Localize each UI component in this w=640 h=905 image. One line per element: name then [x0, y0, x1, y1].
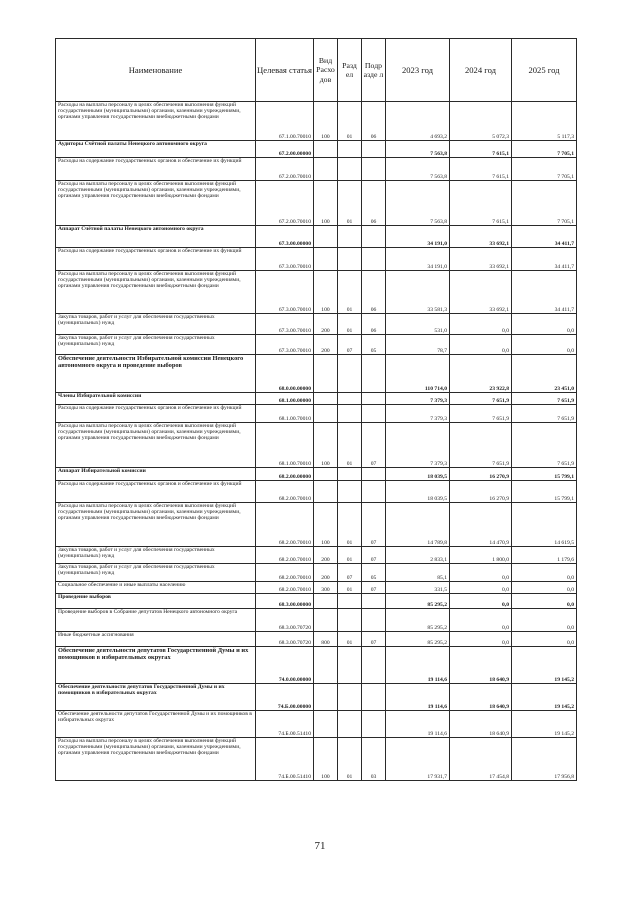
row-target-cell: 68.1.00.70010	[256, 423, 314, 468]
row-subsection-cell	[362, 248, 386, 271]
row-value-2024: 33 692,1	[450, 248, 512, 271]
row-value-2023: 33 581,3	[386, 271, 450, 314]
row-expense-type-cell: 200	[314, 547, 338, 564]
row-section-cell: 01	[338, 423, 362, 468]
row-value-2024: 17 454,8	[450, 738, 512, 781]
row-target-cell: 68.3.00.70720	[256, 632, 314, 647]
row-target-cell: 67.2.00.00000	[256, 141, 314, 158]
row-value-2025: 0,0	[512, 632, 577, 647]
row-value-2025: 34 411,7	[512, 226, 577, 248]
row-section-cell	[338, 609, 362, 632]
row-section-cell: 01	[338, 582, 362, 594]
table-body	[56, 102, 577, 781]
row-subsection-cell: 05	[362, 564, 386, 582]
row-name-cell: Обеспечение деятельности Избирательной комиссии Ненецкого автономного округа и проведение выборов	[56, 355, 256, 393]
row-value-2024: 7 651,9	[450, 405, 512, 423]
row-value-2024: 7 615,1	[450, 158, 512, 181]
row-name-cell: Аппарат Счётной палаты Ненецкого автономного округа	[56, 226, 256, 248]
row-subsection-cell: 06	[362, 102, 386, 141]
row-value-2023: 17 931,7	[386, 738, 450, 781]
table-row	[56, 711, 577, 738]
header-name: Наименование	[56, 39, 256, 102]
row-value-2023: 78,7	[386, 335, 450, 355]
row-value-2025: 7 651,9	[512, 405, 577, 423]
row-value-2023: 19 114,6	[386, 711, 450, 738]
row-value-2024: 7 651,9	[450, 393, 512, 405]
table-row	[56, 609, 577, 632]
row-value-2025: 0,0	[512, 594, 577, 609]
row-section-cell: 01	[338, 314, 362, 335]
row-value-2023: 2 833,1	[386, 547, 450, 564]
table-row	[56, 547, 577, 564]
row-name-cell: Обеспечение деятельности депутатов Государственной Думы и их помощников в избирательных округах	[56, 647, 256, 684]
row-target-cell: 67.3.00.70010	[256, 248, 314, 271]
row-value-2024: 0,0	[450, 582, 512, 594]
row-value-2025: 23 451,0	[512, 355, 577, 393]
row-section-cell	[338, 711, 362, 738]
row-subsection-cell	[362, 393, 386, 405]
row-value-2025: 7 651,9	[512, 423, 577, 468]
row-section-cell	[338, 684, 362, 711]
row-value-2023: 7 379,3	[386, 405, 450, 423]
table-row	[56, 158, 577, 181]
row-subsection-cell: 06	[362, 181, 386, 226]
table-row	[56, 503, 577, 547]
row-value-2025: 5 117,3	[512, 102, 577, 141]
row-subsection-cell	[362, 481, 386, 503]
row-target-cell: 68.0.00.00000	[256, 355, 314, 393]
row-name-cell: Расходы на выплаты персоналу в целях обеспечения выполнения функций государственными (муниципальными) органами, казенными учреждениями, органами управления государственными внебюджетными фондами	[56, 271, 256, 314]
row-target-cell: 67.3.00.70010	[256, 314, 314, 335]
row-value-2024: 7 651,9	[450, 423, 512, 468]
row-section-cell	[338, 141, 362, 158]
row-value-2023: 19 114,6	[386, 647, 450, 684]
row-value-2024: 0,0	[450, 335, 512, 355]
row-expense-type-cell: 100	[314, 181, 338, 226]
row-target-cell: 74.Б.00.51410	[256, 738, 314, 781]
row-name-cell: Обеспечение деятельности депутатов Государственной Думы и их помощников в избирательных округах	[56, 711, 256, 738]
row-subsection-cell: 03	[362, 738, 386, 781]
row-value-2023: 34 191,0	[386, 248, 450, 271]
row-target-cell: 68.1.00.00000	[256, 393, 314, 405]
table-row	[56, 468, 577, 481]
row-name-cell: Проведение выборов	[56, 594, 256, 609]
row-expense-type-cell: 300	[314, 582, 338, 594]
table-row	[56, 684, 577, 711]
row-subsection-cell: 07	[362, 582, 386, 594]
row-expense-type-cell: 200	[314, 335, 338, 355]
row-name-cell: Расходы на выплаты персоналу в целях обеспечения выполнения функций государственными (муниципальными) органами, казенными учреждениями, органами управления государственными внебюджетными фондами	[56, 503, 256, 547]
row-value-2024: 14 470,9	[450, 503, 512, 547]
row-section-cell: 01	[338, 503, 362, 547]
row-section-cell: 01	[338, 271, 362, 314]
row-subsection-cell	[362, 405, 386, 423]
row-name-cell: Закупка товаров, работ и услуг для обеспечения государственных (муниципальных) нужд	[56, 564, 256, 582]
row-expense-type-cell	[314, 684, 338, 711]
row-subsection-cell: 06	[362, 314, 386, 335]
header-subsection: Подр азде л	[362, 39, 386, 102]
row-expense-type-cell: 800	[314, 632, 338, 647]
row-value-2025: 0,0	[512, 582, 577, 594]
header-year-2025: 2025 год	[512, 39, 577, 102]
row-value-2025: 0,0	[512, 314, 577, 335]
row-subsection-cell	[362, 355, 386, 393]
row-target-cell: 67.2.00.70010	[256, 158, 314, 181]
row-value-2025: 19 145,2	[512, 684, 577, 711]
row-value-2023: 531,0	[386, 314, 450, 335]
row-name-cell: Расходы на содержание государственных органов и обеспечение их функций	[56, 481, 256, 503]
row-value-2025: 7 705,1	[512, 181, 577, 226]
row-expense-type-cell	[314, 647, 338, 684]
row-value-2023: 18 039,5	[386, 468, 450, 481]
row-value-2024: 23 922,8	[450, 355, 512, 393]
row-target-cell: 68.1.00.70010	[256, 405, 314, 423]
table-row	[56, 181, 577, 226]
row-value-2023: 7 379,3	[386, 393, 450, 405]
row-section-cell: 07	[338, 564, 362, 582]
row-name-cell: Расходы на выплаты персоналу в целях обеспечения выполнения функций государственными (муниципальными) органами, казенными учреждениями, органами управления государственными внебюджетными фондами	[56, 102, 256, 141]
row-section-cell	[338, 647, 362, 684]
row-section-cell: 01	[338, 632, 362, 647]
row-value-2025: 1 179,6	[512, 547, 577, 564]
row-name-cell: Расходы на содержание государственных органов и обеспечение их функций	[56, 405, 256, 423]
row-expense-type-cell	[314, 355, 338, 393]
row-expense-type-cell: 100	[314, 503, 338, 547]
row-target-cell: 67.3.00.70010	[256, 335, 314, 355]
row-name-cell: Социальное обеспечение и иные выплаты населению	[56, 582, 256, 594]
table-header-row	[56, 39, 577, 102]
table-row	[56, 226, 577, 248]
row-subsection-cell: 07	[362, 503, 386, 547]
table-row	[56, 355, 577, 393]
page-number: 71	[314, 840, 326, 852]
header-target-article: Целевая статья	[256, 39, 314, 102]
row-section-cell	[338, 481, 362, 503]
row-target-cell: 68.2.00.70010	[256, 564, 314, 582]
table-row	[56, 738, 577, 781]
row-value-2024: 7 615,1	[450, 181, 512, 226]
row-target-cell: 68.3.00.00000	[256, 594, 314, 609]
row-subsection-cell: 07	[362, 423, 386, 468]
row-section-cell	[338, 158, 362, 181]
row-value-2023: 331,5	[386, 582, 450, 594]
row-section-cell	[338, 405, 362, 423]
row-value-2023: 7 563,8	[386, 181, 450, 226]
row-value-2025: 15 799,1	[512, 481, 577, 503]
row-expense-type-cell: 100	[314, 271, 338, 314]
table-row	[56, 564, 577, 582]
row-expense-type-cell	[314, 609, 338, 632]
row-value-2025: 0,0	[512, 609, 577, 632]
row-target-cell: 67.2.00.70010	[256, 181, 314, 226]
row-target-cell: 68.2.00.70010	[256, 547, 314, 564]
row-value-2023: 4 693,2	[386, 102, 450, 141]
row-expense-type-cell	[314, 468, 338, 481]
row-value-2023: 7 379,3	[386, 423, 450, 468]
row-section-cell: 07	[338, 335, 362, 355]
row-target-cell: 68.2.00.00000	[256, 468, 314, 481]
row-name-cell: Расходы на выплаты персоналу в целях обеспечения выполнения функций государственными (муниципальными) органами, казенными учреждениями, органами управления государственными внебюджетными фондами	[56, 423, 256, 468]
row-value-2025: 0,0	[512, 564, 577, 582]
row-value-2023: 19 114,6	[386, 684, 450, 711]
row-value-2025: 19 145,2	[512, 647, 577, 684]
row-subsection-cell	[362, 158, 386, 181]
row-value-2023: 85 295,2	[386, 632, 450, 647]
row-value-2025: 17 956,8	[512, 738, 577, 781]
row-value-2024: 7 615,1	[450, 141, 512, 158]
row-value-2024: 18 640,9	[450, 711, 512, 738]
row-value-2023: 7 563,8	[386, 141, 450, 158]
row-value-2023: 85,1	[386, 564, 450, 582]
row-name-cell: Расходы на выплаты персоналу в целях обеспечения выполнения функций государственными (муниципальными) органами, казенными учреждениями, органами управления государственными внебюджетными фондами	[56, 738, 256, 781]
row-value-2024: 0,0	[450, 314, 512, 335]
row-subsection-cell: 07	[362, 632, 386, 647]
row-value-2024: 0,0	[450, 564, 512, 582]
row-value-2024: 33 692,1	[450, 271, 512, 314]
table-row	[56, 582, 577, 594]
row-expense-type-cell: 200	[314, 314, 338, 335]
row-value-2023: 7 563,8	[386, 158, 450, 181]
row-value-2023: 110 714,0	[386, 355, 450, 393]
row-name-cell: Закупка товаров, работ и услуг для обеспечения государственных (муниципальных) нужд	[56, 547, 256, 564]
row-name-cell: Аппарат Избирательной комиссии	[56, 468, 256, 481]
row-expense-type-cell	[314, 158, 338, 181]
table-row	[56, 423, 577, 468]
row-expense-type-cell	[314, 711, 338, 738]
row-section-cell	[338, 468, 362, 481]
row-subsection-cell	[362, 684, 386, 711]
row-expense-type-cell: 100	[314, 423, 338, 468]
row-target-cell: 67.1.00.70010	[256, 102, 314, 141]
table-row	[56, 632, 577, 647]
row-name-cell: Проведение выборов в Собрание депутатов Ненецкого автономного округа	[56, 609, 256, 632]
row-value-2024: 5 072,3	[450, 102, 512, 141]
budget-table	[55, 38, 577, 781]
row-subsection-cell	[362, 609, 386, 632]
row-name-cell: Закупка товаров, работ и услуг для обеспечения государственных (муниципальных) нужд	[56, 335, 256, 355]
row-target-cell: 67.3.00.00000	[256, 226, 314, 248]
row-target-cell: 68.3.00.70720	[256, 609, 314, 632]
row-expense-type-cell	[314, 226, 338, 248]
row-value-2024: 18 640,9	[450, 684, 512, 711]
row-name-cell: Члены Избирательной комиссии	[56, 393, 256, 405]
row-name-cell: Расходы на выплаты персоналу в целях обеспечения выполнения функций государственными (муниципальными) органами, казенными учреждениями, органами управления государственными внебюджетными фондами	[56, 181, 256, 226]
row-target-cell: 68.2.00.70010	[256, 503, 314, 547]
row-value-2025: 0,0	[512, 335, 577, 355]
row-value-2024: 0,0	[450, 594, 512, 609]
table-row	[56, 335, 577, 355]
table-row	[56, 405, 577, 423]
row-subsection-cell	[362, 711, 386, 738]
row-value-2023: 18 039,5	[386, 481, 450, 503]
row-value-2025: 14 619,5	[512, 503, 577, 547]
row-value-2025: 7 651,9	[512, 393, 577, 405]
row-target-cell: 74.Б.00.51410	[256, 711, 314, 738]
row-name-cell: Закупка товаров, работ и услуг для обеспечения государственных (муниципальных) нужд	[56, 314, 256, 335]
row-value-2024: 18 640,9	[450, 647, 512, 684]
row-name-cell: Расходы на содержание государственных органов и обеспечение их функций	[56, 248, 256, 271]
row-value-2024: 16 270,9	[450, 468, 512, 481]
header-expense-type: Вид Расхо дов	[314, 39, 338, 102]
row-subsection-cell: 05	[362, 335, 386, 355]
header-year-2024: 2024 год	[450, 39, 512, 102]
table-row	[56, 393, 577, 405]
table-row	[56, 594, 577, 609]
row-name-cell: Обеспечение деятельности депутатов Государственной Думы и их помощников в избирательных округах	[56, 684, 256, 711]
row-name-cell: Аудиторы Счётной палаты Ненецкого автономного округа	[56, 141, 256, 158]
row-expense-type-cell	[314, 594, 338, 609]
row-value-2023: 85 295,2	[386, 594, 450, 609]
row-value-2025: 34 411,7	[512, 248, 577, 271]
row-name-cell: Иные бюджетные ассигнования	[56, 632, 256, 647]
header-year-2023: 2023 год	[386, 39, 450, 102]
row-name-cell: Расходы на содержание государственных органов и обеспечение их функций	[56, 158, 256, 181]
row-subsection-cell: 06	[362, 271, 386, 314]
row-expense-type-cell: 100	[314, 102, 338, 141]
row-value-2024: 1 800,0	[450, 547, 512, 564]
row-value-2025: 7 705,1	[512, 158, 577, 181]
row-expense-type-cell	[314, 405, 338, 423]
row-subsection-cell	[362, 594, 386, 609]
row-value-2023: 14 789,8	[386, 503, 450, 547]
row-section-cell: 01	[338, 738, 362, 781]
row-expense-type-cell	[314, 141, 338, 158]
row-section-cell	[338, 594, 362, 609]
header-section: Разд ел	[338, 39, 362, 102]
row-target-cell: 68.2.00.70010	[256, 582, 314, 594]
row-subsection-cell: 07	[362, 547, 386, 564]
table-row	[56, 314, 577, 335]
row-value-2025: 7 705,1	[512, 141, 577, 158]
row-section-cell	[338, 355, 362, 393]
row-expense-type-cell: 200	[314, 564, 338, 582]
row-section-cell: 01	[338, 181, 362, 226]
row-section-cell: 01	[338, 102, 362, 141]
table-row	[56, 102, 577, 141]
row-section-cell	[338, 393, 362, 405]
row-value-2024: 0,0	[450, 632, 512, 647]
row-target-cell: 74.0.00.00000	[256, 647, 314, 684]
row-expense-type-cell	[314, 248, 338, 271]
row-value-2024: 16 270,9	[450, 481, 512, 503]
table-row	[56, 141, 577, 158]
row-subsection-cell	[362, 141, 386, 158]
row-expense-type-cell: 100	[314, 738, 338, 781]
table-row	[56, 271, 577, 314]
row-subsection-cell	[362, 226, 386, 248]
row-subsection-cell	[362, 647, 386, 684]
row-section-cell	[338, 248, 362, 271]
row-target-cell: 67.3.00.70010	[256, 271, 314, 314]
row-value-2023: 34 191,0	[386, 226, 450, 248]
row-value-2024: 0,0	[450, 609, 512, 632]
row-value-2025: 34 411,7	[512, 271, 577, 314]
row-value-2023: 85 295,2	[386, 609, 450, 632]
table-row	[56, 647, 577, 684]
row-target-cell: 68.2.00.70010	[256, 481, 314, 503]
row-expense-type-cell	[314, 481, 338, 503]
row-value-2025: 19 145,2	[512, 711, 577, 738]
table-row	[56, 481, 577, 503]
row-section-cell: 01	[338, 547, 362, 564]
row-section-cell	[338, 226, 362, 248]
row-subsection-cell	[362, 468, 386, 481]
row-value-2025: 15 799,1	[512, 468, 577, 481]
row-target-cell: 74.Б.00.00000	[256, 684, 314, 711]
row-expense-type-cell	[314, 393, 338, 405]
row-value-2024: 33 692,1	[450, 226, 512, 248]
table-row	[56, 248, 577, 271]
